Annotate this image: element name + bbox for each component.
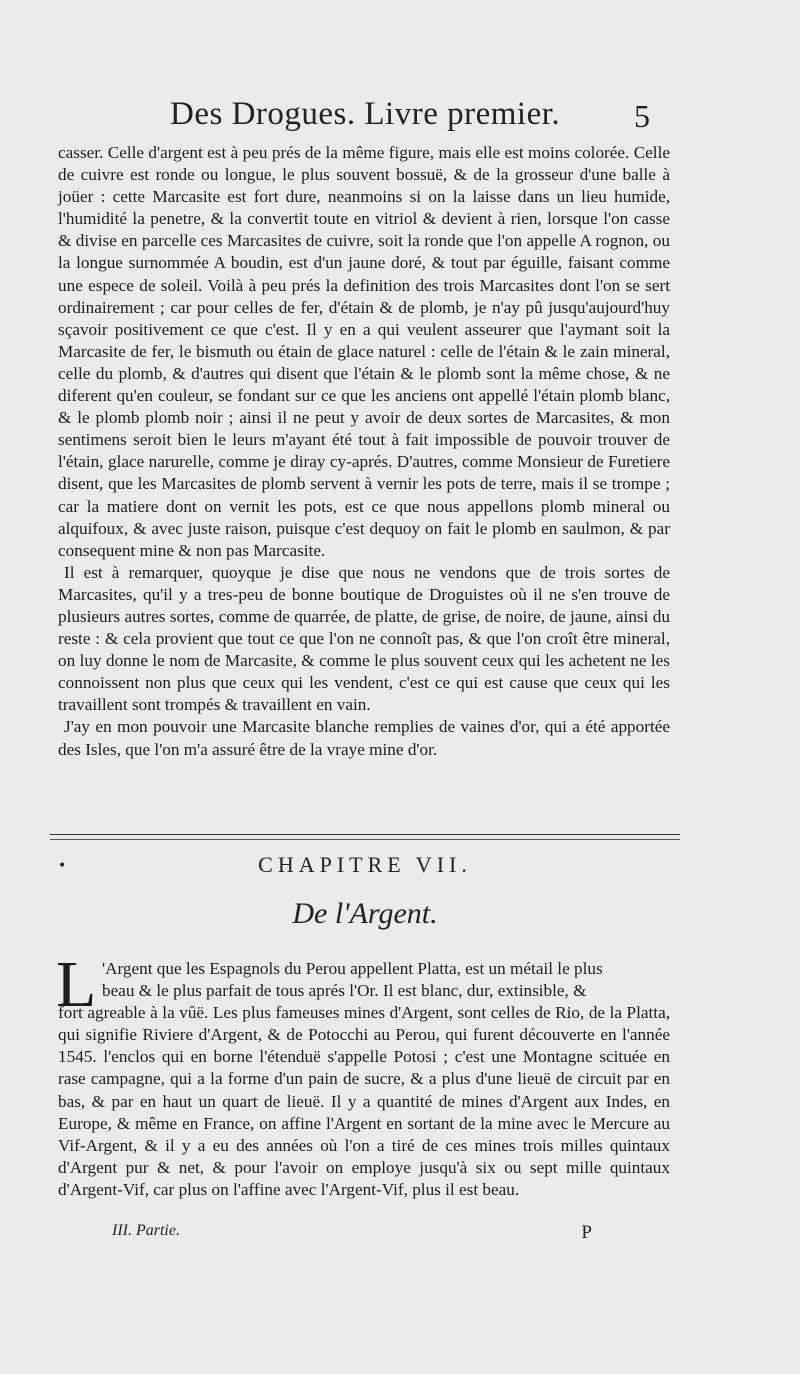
running-header — [170, 96, 650, 142]
ornament-bullet: • — [58, 858, 67, 874]
paragraph-marcasites: casser. Celle d'argent est à peu prés de la même figure, mais elle est moins colorée. Celle de cuivre est ronde ou longue, le plus souvent bossuë, & de la grosseur d'une balle à joüer : cette Marcasite est fort dure, neanmoins si on la laisse dans un lieu humide, l'humidité la penetre, & la convertit toute en vitriol & devient à rien, lorsque l'on casse & divise en parcelle ces Marcasites de cuivre, soit la ronde que l'on appelle A rognon, ou la longue surnommée A boudin, est d'un jaune doré, & tout par éguille, faisant comme une espece de soleil. Voilà à peu prés la definition des trois Marcasites dont l'on se sert ordinairement ; car pour celles de fer, d'étain & de plomb, je n'ay pû jusqu'aujourd'huy sçavoir positivement ce que c'est. Il y en a qui veulent asseurer que l'aymant soit la Marcasite de fer, le bismuth ou étain de glace naturel : celle de l'étain & le zain mineral, celle du plomb, & d'autres qui disent que l'étain & le plomb sont la même chose, & ne diferent qu'en couleur, se fondant sur ce que les anciens ont appellé l'étain plomb blanc, & le plomb plomb noir ; ainsi il ne peut y avoir de deux sortes de Marcasites, & mon sentimens seroit bien le leurs m'ayant été tout à fait impossible de pouvoir trouver de l'étain, glace narurelle, comme je diray cy-aprés. D'autres, comme Monsieur de Furetiere disent, que les Marcasites de plomb servent à vernir les pots de terre, mais il se trompe ; car la matiere dont on vernit les pots, est ce que nous appellons plomb mineral ou alquifoux, & avec juste raison, puisque c'est dequoy on fait le plomb en saulmon, & par consequent mine & non pas Marcasite. — [58, 143, 670, 560]
drop-cap: L — [56, 948, 97, 1021]
chapter-subtitle: De l'Argent. — [292, 897, 438, 930]
chapter-title: CHAPITRE VII. — [258, 852, 472, 877]
paragraph-argent-line-1: 'Argent que les Espagnols du Perou appellent Platta, est un métail le plus — [102, 959, 603, 978]
paragraph-white-marcasite: J'ay en mon pouvoir une Marcasite blanche remplies de vaines d'or, qui a été apportée des Isles, que l'on m'a assuré être de la vraye mine d'or. — [58, 717, 670, 759]
page-footer — [112, 1222, 592, 1246]
footer-part-label: III. Partie. — [112, 1222, 180, 1239]
paragraph-argent — [58, 958, 670, 1201]
page-number: 5 — [634, 98, 650, 134]
running-title: Des Drogues. Livre premier. — [170, 96, 561, 132]
paragraph-argent-rest: fort agreable à la vûë. Les plus fameuses mines d'Argent, sont celles de Rio, de la Platta, qui signifie Riviere d'Argent, & de Potocchi au Perou, qui furent découverte en l'année 1545. l'enclos qui en borne l'étenduë s'appelle Potosi ; c'est une Montagne scituée en rase campagne, qui a la forme d'un pain de sucre, & a plus d'une lieuë de circuit par en bas, & par en haut un quart de lieuë. Il y a quantité de mines d'Argent aux Indes, en Europe, & même en France, on affine l'Argent en sortant de la mine avec le Mercure au Vif-Argent, & il y a eu des années où l'on a tiré de ces mines trois milles quintaux d'Argent pur & net, & pour l'avoir on employe jusqu'à six ou sept mille quintaux d'Argent-Vif, car plus on l'affine avec l'Argent-Vif, plus il est beau. — [58, 1003, 670, 1199]
paragraph-argent-line-2: beau & le plus parfait de tous aprés l'Or. Il est blanc, dur, extinsible, & — [102, 981, 587, 1001]
footer-signature-mark: P — [581, 1222, 592, 1243]
body-text-chapter — [58, 958, 670, 1201]
section-divider-thin — [50, 839, 680, 840]
section-divider — [50, 834, 680, 835]
body-text-top — [58, 142, 670, 761]
paragraph-remark: Il est à remarquer, quoyque je dise que nous ne vendons que de trois sortes de Marcasites, qu'il y a tres-peu de bonne boutique de Droguistes où il ne s'en trouve de plusieurs autres sortes, comme de quarrée, de platte, de grise, de noire, de jaune, ainsi du reste : & cela provient que tout ce que l'on ne connoît pas, & que l'on croît être mineral, on luy donne le nom de Marcasite, & comme le plus souvent ceux qui les achetent ne les connoissent non plus que ceux qui les vendent, c'est ce qui est cause que ceux qui les travaillent sont trompés & travaillent en vain. — [58, 562, 670, 715]
